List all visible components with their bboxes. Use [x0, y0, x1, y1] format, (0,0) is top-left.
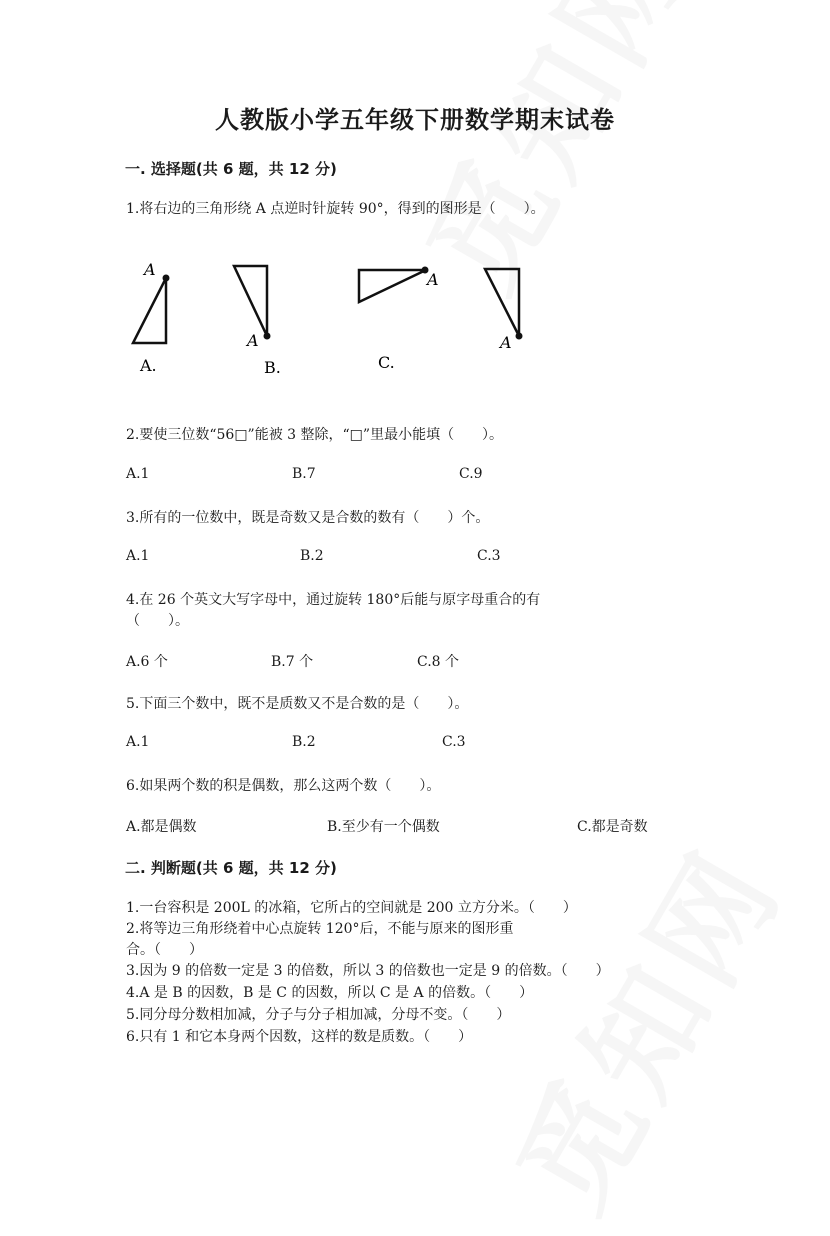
tf-item-1: 1.一台容积是 200L 的冰箱，它所占的空间就是 200 立方分米。（ ） [126, 900, 577, 916]
question-4: 4.在 26 个英文大写字母中，通过旋转 180°后能与原字母重合的有 [126, 592, 541, 608]
figure-original [485, 269, 523, 352]
question-1-figures [126, 250, 546, 380]
question-3-option-b: B.2 [300, 548, 324, 564]
question-4-option-c: C.8 个 [417, 654, 460, 670]
figure-option-label: B. [264, 358, 281, 377]
tf-item-4: 4.A 是 B 的因数，B 是 C 的因数，所以 C 是 A 的倍数。（ ） [126, 985, 534, 1001]
rotation-point [516, 333, 523, 340]
triangle-shape [359, 270, 426, 302]
question-6-option-b: B.至少有一个偶数 [327, 819, 440, 835]
rotation-point [264, 333, 271, 340]
section-heading-choice: 一. 选择题(共 6 题，共 12 分) [125, 160, 337, 178]
section-heading-true-false: 二. 判断题(共 6 题，共 12 分) [125, 859, 337, 877]
tf-item-6: 6.只有 1 和它本身两个因数，这样的数是质数。（ ） [126, 1029, 473, 1045]
question-2: 2.要使三位数“56□”能被 3 整除，“□”里最小能填（ ）。 [126, 427, 504, 443]
tf-item-3: 3.因为 9 的倍数一定是 3 的倍数，所以 3 的倍数也一定是 9 的倍数。（ ） [126, 963, 610, 979]
triangle-shape [234, 266, 267, 336]
question-5-option-a: A.1 [126, 734, 150, 750]
question-6-option-c: C.都是奇数 [577, 819, 648, 835]
question-1: 1.将右边的三角形绕 A 点逆时针旋转 90°，得到的图形是（ ）。 [126, 201, 545, 217]
question-3-option-c: C.3 [477, 548, 501, 564]
question-2-option-a: A.1 [126, 466, 150, 482]
tf-item-2: 2.将等边三角形绕着中心点旋转 120°后，不能与原来的图形重 [126, 921, 514, 937]
tf-item-2-continued: 合。（ ） [126, 942, 203, 958]
question-4-continued: （ ）。 [126, 613, 189, 629]
question-6: 6.如果两个数的积是偶数，那么这两个数（ ）。 [126, 778, 441, 794]
point-label: A [427, 270, 439, 289]
question-6-option-a: A.都是偶数 [126, 819, 197, 835]
page-title: 人教版小学五年级下册数学期末试卷 [215, 105, 615, 134]
question-5: 5.下面三个数中，既不是质数又不是合数的是（ ）。 [126, 696, 469, 712]
triangle-shape [485, 269, 519, 336]
question-3-option-a: A.1 [126, 548, 150, 564]
tf-item-5: 5.同分母分数相加减，分子与分子相加减，分母不变。（ ） [126, 1007, 511, 1023]
figure-option-label: A. [140, 356, 157, 375]
question-2-option-b: B.7 [292, 466, 316, 482]
rotation-point [163, 275, 170, 282]
question-3: 3.所有的一位数中，既是奇数又是合数的数有（ ）个。 [126, 510, 490, 526]
watermark [470, 812, 814, 1236]
point-label: A [500, 333, 512, 352]
point-label: A [247, 331, 259, 350]
point-label: A [144, 260, 156, 279]
figure-option-b [234, 266, 281, 377]
figure-option-a [133, 260, 170, 375]
question-5-option-b: B.2 [292, 734, 316, 750]
question-4-option-a: A.6 个 [126, 654, 168, 670]
question-5-option-c: C.3 [442, 734, 466, 750]
figure-option-c [359, 267, 439, 373]
question-2-option-c: C.9 [459, 466, 483, 482]
figure-option-label: C. [378, 353, 395, 372]
triangle-shape [133, 278, 166, 343]
question-4-option-b: B.7 个 [271, 654, 314, 670]
